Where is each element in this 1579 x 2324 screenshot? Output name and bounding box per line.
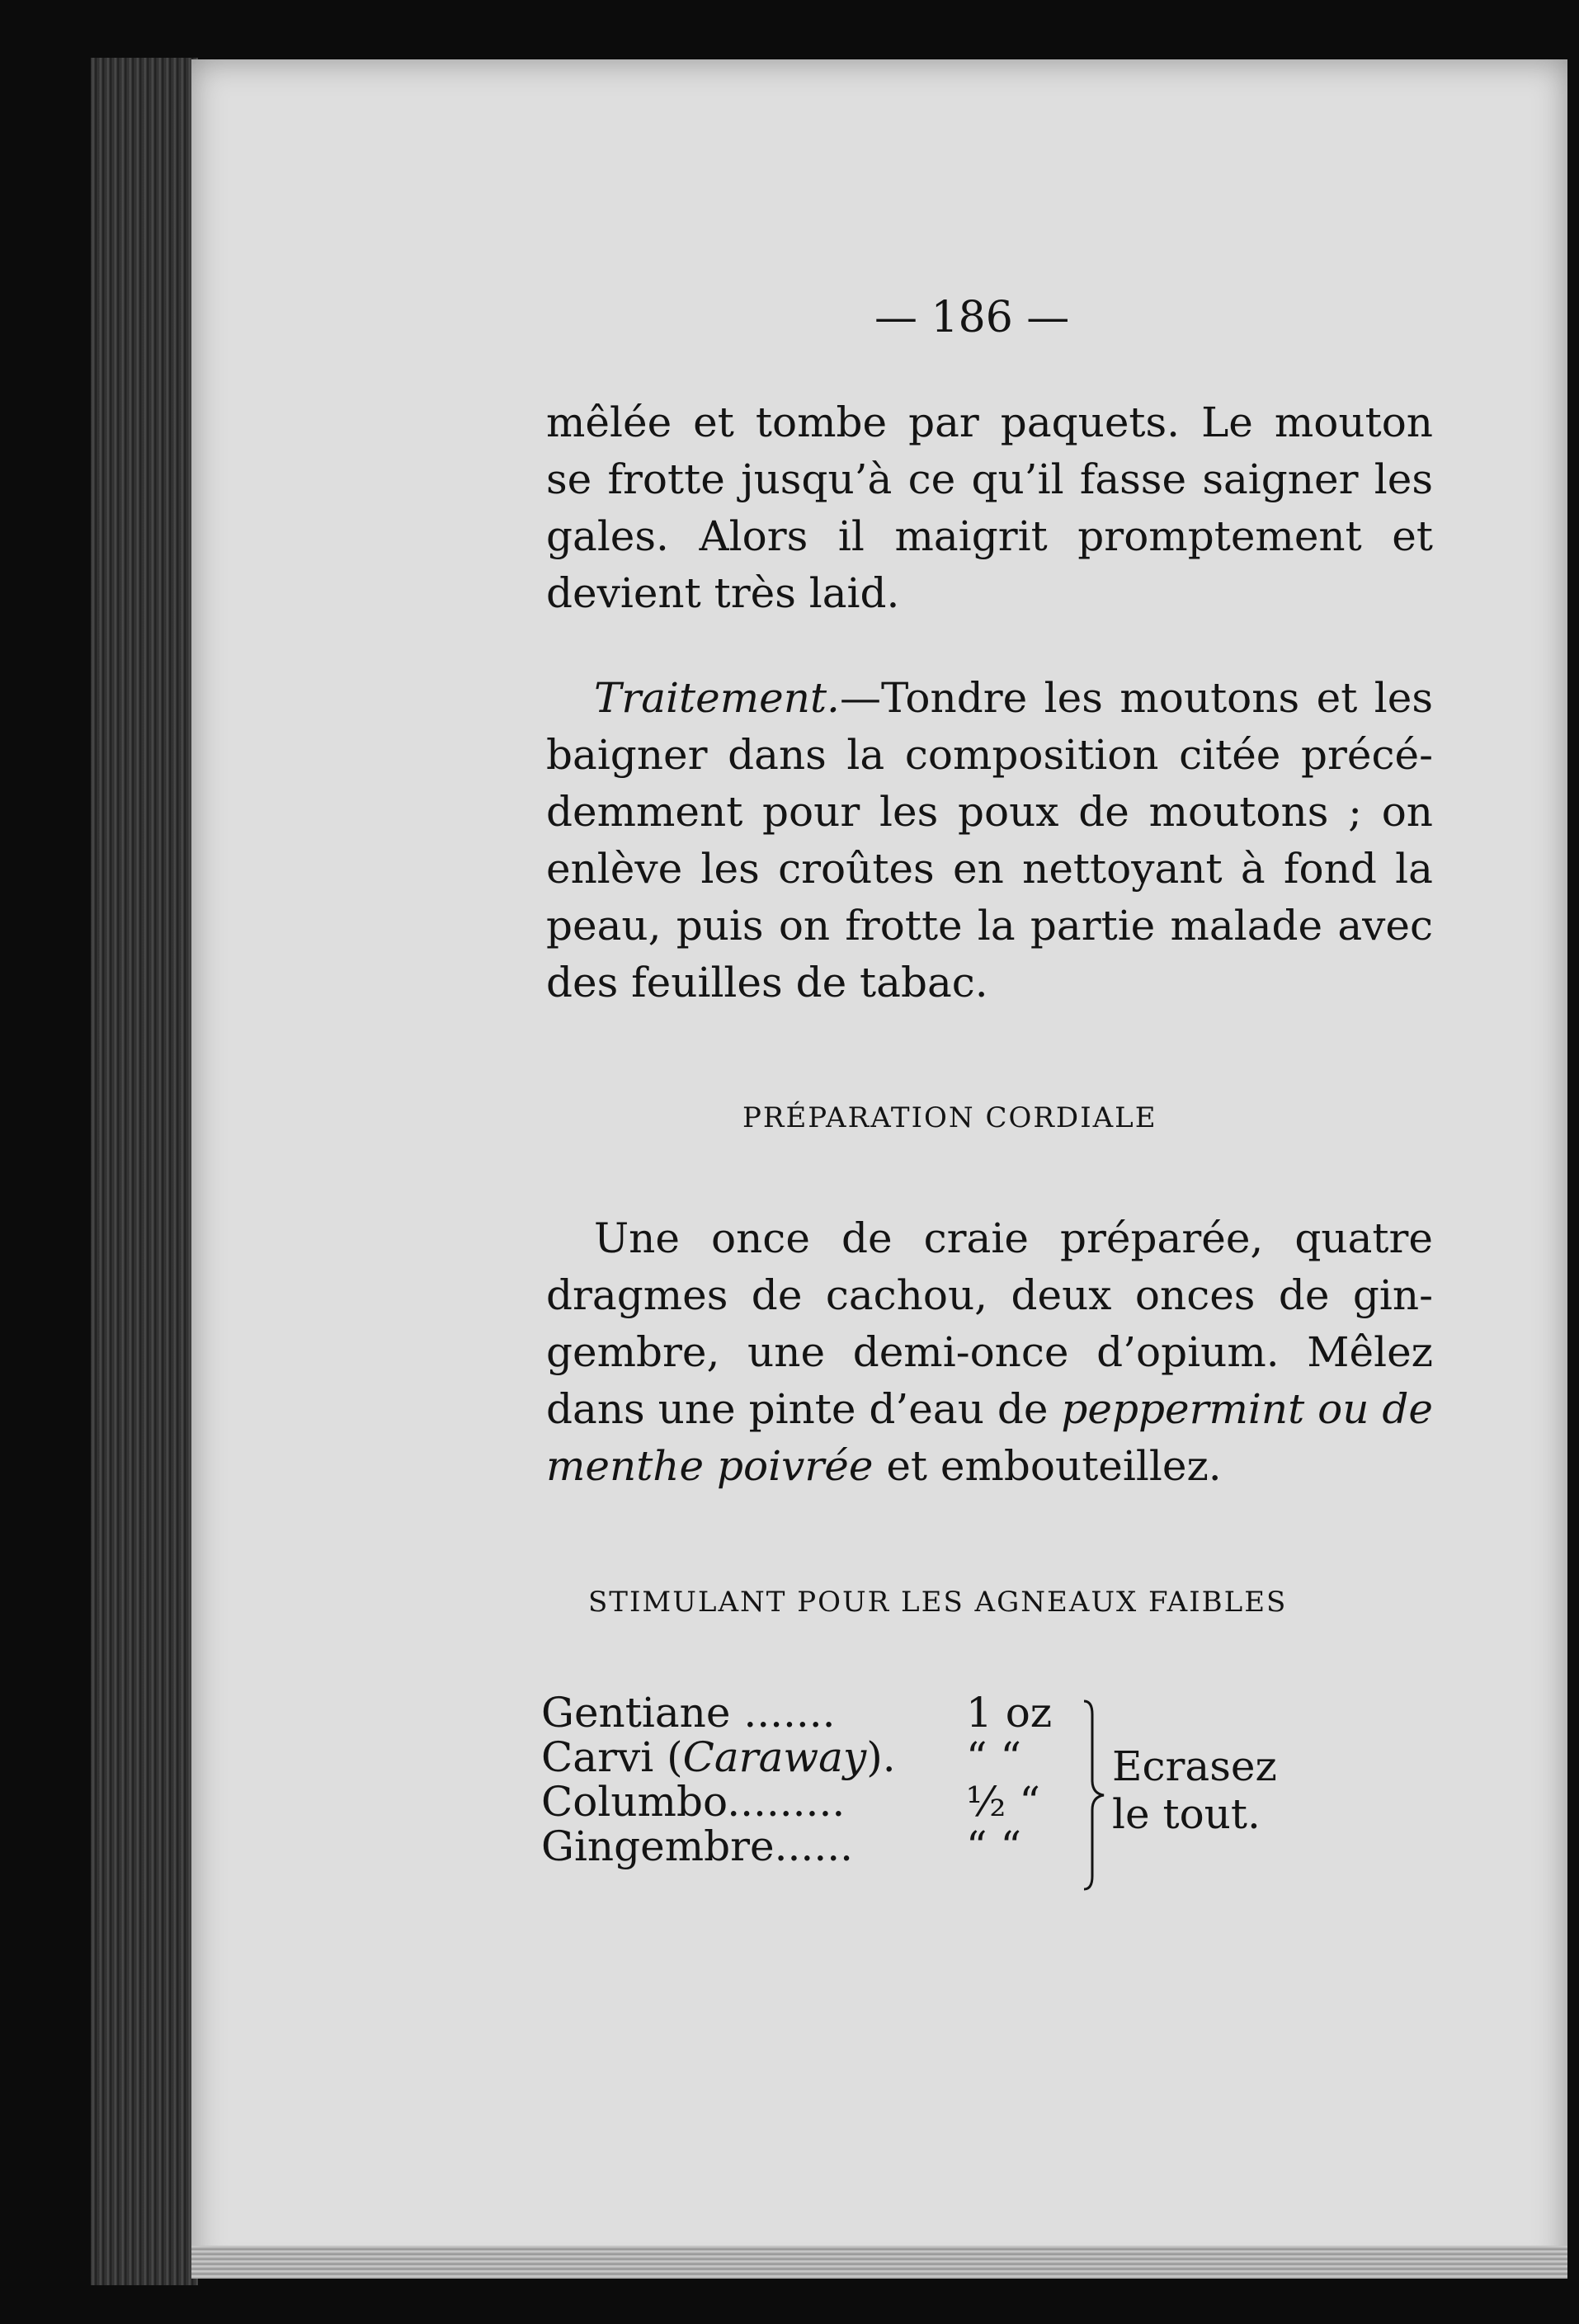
- book-spine: [91, 58, 198, 2285]
- paragraph-sheep-scab: [546, 394, 1433, 622]
- treatment-text: —Tondre les moutons et les: [839, 674, 1433, 722]
- text-line: des feuilles de tabac.: [546, 959, 988, 1006]
- ingredient-name-part: Carvi (: [541, 1733, 683, 1781]
- italic-term: menthe poivrée: [546, 1442, 874, 1490]
- text-line: peau, puis on frotte la partie malade avec: [546, 902, 1433, 950]
- ingredient-name: Gingembre......: [541, 1822, 854, 1870]
- text-line: gembre, une demi-once d’opium. Mêlez: [546, 1328, 1433, 1376]
- paragraph-cordial-recipe: [546, 1210, 1433, 1495]
- instruction-line: Ecrasez: [1112, 1742, 1277, 1790]
- page-bottom-edge: [191, 2246, 1567, 2279]
- ingredient-name-part: ).: [866, 1733, 896, 1781]
- curly-brace-icon: [1081, 1698, 1109, 1893]
- ingredient-name: Gentiane .......: [541, 1689, 836, 1737]
- ingredient-name: [541, 1735, 896, 1780]
- instruction-line: le tout.: [1112, 1790, 1261, 1838]
- italic-term: peppermint ou de: [1061, 1385, 1433, 1433]
- ingredient-quantity: ½ “: [966, 1778, 1040, 1826]
- text-segment: et embouteillez.: [873, 1442, 1222, 1490]
- text-line: [546, 1381, 1433, 1438]
- treatment-label: Traitement.: [594, 674, 840, 722]
- ingredient-quantity: “ “: [966, 1822, 1022, 1870]
- text-line: demment pour les poux de moutons ; on: [546, 788, 1433, 836]
- text-segment: dans une pinte d’eau de: [546, 1385, 1062, 1433]
- page-number: — 186 —: [874, 293, 1070, 342]
- text-line: devient très laid.: [546, 569, 900, 617]
- ingredient-quantity: “ “: [966, 1733, 1022, 1781]
- ingredient-english-name: Caraway: [682, 1733, 867, 1781]
- text-line: dragmes de cachou, deux onces de gin-: [546, 1271, 1433, 1319]
- text-line: [546, 670, 1433, 727]
- text-line: [546, 1438, 1433, 1495]
- book-page: [191, 59, 1567, 2279]
- text-line: Une once de craie préparée, quatre: [594, 1214, 1433, 1262]
- text-line: se frotte jusqu’à ce qu’il fasse saigner les: [546, 455, 1433, 503]
- heading-preparation-cordiale: PRÉPARATION CORDIALE: [742, 1101, 1157, 1134]
- paragraph-treatment: [546, 670, 1433, 1011]
- ingredient-name: Columbo.........: [541, 1778, 846, 1826]
- ingredient-quantity: 1 oz: [966, 1689, 1053, 1737]
- text-line: baigner dans la composition citée précé-: [546, 731, 1433, 779]
- text-line: mêlée et tombe par paquets. Le mouton: [546, 398, 1433, 446]
- text-line: gales. Alors il maigrit promptement et: [546, 512, 1433, 560]
- text-line: enlève les croûtes en nettoyant à fond la: [546, 845, 1433, 893]
- heading-stimulant-agneaux: STIMULANT POUR LES AGNEAUX FAIBLES: [588, 1586, 1288, 1619]
